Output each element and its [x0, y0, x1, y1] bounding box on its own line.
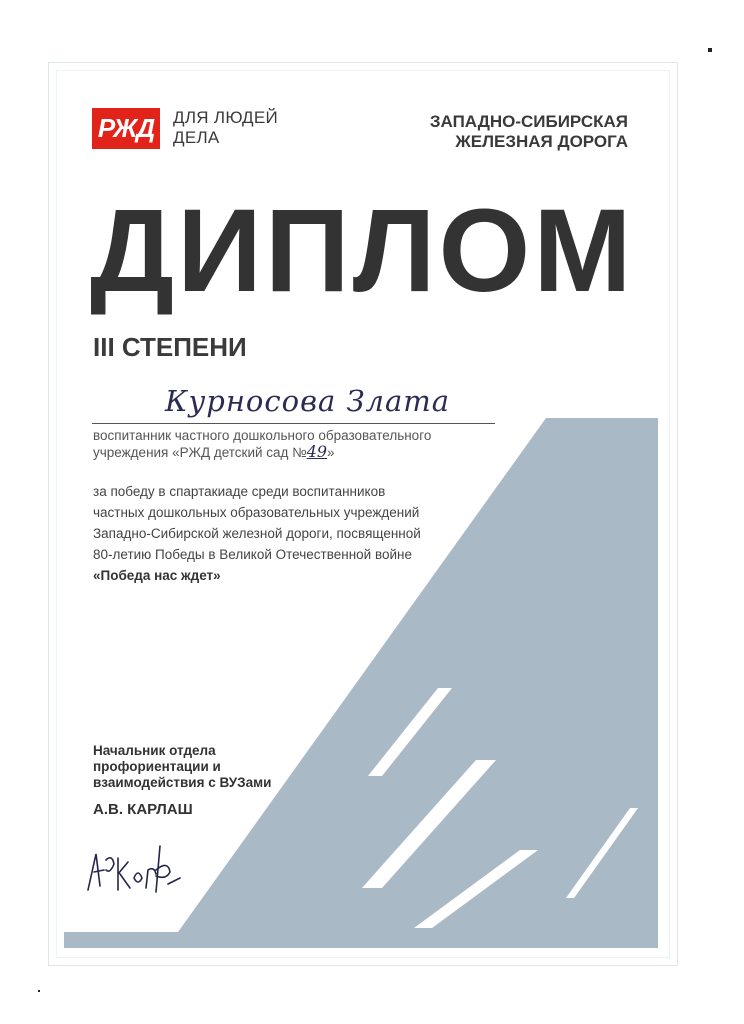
slogan-line-1: ДЛЯ ЛЮДЕЙ — [173, 108, 279, 127]
body-line-2: частных дошкольных образовательных учреждений — [93, 505, 420, 520]
handwritten-signature — [84, 840, 184, 900]
signatory-position — [93, 743, 271, 791]
institution-line-2 — [93, 444, 431, 461]
institution-prefix: учреждения «РЖД детский сад № — [93, 445, 307, 460]
railway-line-2: ЖЕЛЕЗНАЯ ДОРОГА — [455, 132, 628, 151]
body-line-4: 80-летию Победы в Великой Отечественной войне — [93, 547, 412, 562]
position-line-3: взаимодействия с ВУЗами — [93, 775, 272, 790]
scan-speck — [708, 48, 712, 52]
signatory-name: А.В. КАРЛАШ — [93, 801, 193, 818]
railway-line-1: ЗАПАДНО-СИБИРСКАЯ — [429, 112, 628, 131]
diploma-title: ДИПЛОМ — [90, 185, 635, 317]
recipient-name: Курносова Злата — [165, 384, 451, 418]
rzd-logo — [92, 108, 160, 149]
kindergarten-number: 49 — [306, 442, 328, 461]
position-line-1: Начальник отдела — [93, 743, 216, 758]
event-name: «Победа нас ждет» — [93, 568, 221, 583]
railway-name — [430, 112, 628, 152]
slogan-line-2: ДЕЛА — [173, 128, 220, 147]
body-line-3: Западно-Сибирской железной дороги, посвященной — [93, 526, 421, 541]
institution-line-1: воспитанник частного дошкольного образовательного — [93, 428, 432, 443]
institution-suffix: » — [327, 445, 335, 460]
award-reason — [93, 481, 421, 586]
position-line-2: профориентации и — [93, 759, 221, 774]
name-underline — [92, 423, 495, 424]
rzd-logo-text: РЖД — [97, 113, 155, 143]
institution-text — [93, 428, 431, 461]
body-line-1: за победу в спартакиаде среди воспитанников — [93, 484, 386, 499]
slogan — [173, 108, 278, 148]
diploma-degree: III СТЕПЕНИ — [93, 332, 247, 362]
scan-speck — [38, 990, 40, 992]
